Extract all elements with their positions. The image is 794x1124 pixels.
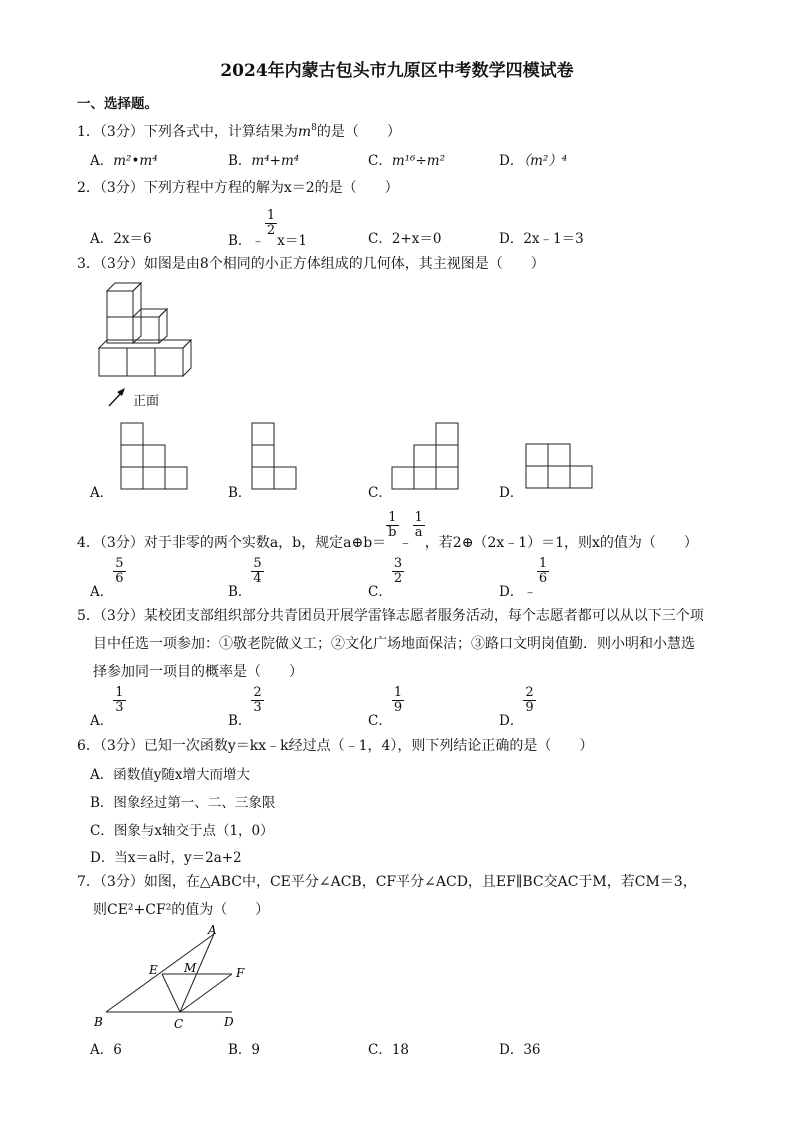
q6-option-c[interactable]: C．图象与x轴交于点（1，0） — [90, 823, 274, 839]
q6-option-d[interactable]: D．当x＝a时，y＝2a+2 — [90, 850, 242, 866]
q1-option-c[interactable]: C．m¹⁶÷m² — [368, 153, 445, 169]
q3-option-d[interactable]: D． — [499, 485, 524, 501]
q3-option-b[interactable]: B． — [228, 485, 252, 501]
page-title: 2024年内蒙古包头市九原区中考数学四模试卷 — [220, 61, 574, 81]
q3-view-b[interactable] — [252, 423, 298, 491]
question-4-stem: 4．（3分）对于非零的两个实数a，b，规定a⊕b＝ $\frac{1}{b}$ ﹣ $\frac{1}{a}$ ，若2⊕（2x﹣1）＝1，则x的值为（ ） — [77, 510, 698, 552]
label-m: M — [184, 961, 197, 975]
q7-option-a[interactable]: A．6 — [90, 1042, 122, 1058]
question-5-line-2: 目中任选一项参加：①敬老院做义工；②文化广场地面保洁；③路口文明岗值勤．则小明和小慧选 — [93, 636, 695, 652]
question-1-stem: 1．（3分）下列各式中，计算结果为$m^8$的是（ ） — [77, 123, 401, 140]
question-6-stem: 6．（3分）已知一次函数y＝kx﹣k经过点（﹣1，4），则下列结论正确的是（ ） — [77, 738, 594, 754]
q5-option-d[interactable]: D． $\frac{2}{9}$ — [499, 685, 534, 729]
q1-option-b[interactable]: B．m⁴+m⁴ — [228, 153, 300, 169]
q4-option-b[interactable]: B． $\frac{5}{4}$ — [228, 556, 262, 600]
q3-option-c[interactable]: C． — [368, 485, 392, 501]
label-c: C — [174, 1017, 184, 1031]
q7-option-b[interactable]: B．9 — [228, 1042, 261, 1058]
q3-view-c[interactable] — [392, 423, 460, 491]
q2-option-a[interactable]: A．2x＝6 — [90, 231, 152, 247]
question-3-stem: 3．（3分）如图是由8个相同的小正方体组成的几何体，其主视图是（ ） — [77, 256, 545, 272]
q4-option-d[interactable]: D．﹣ $\frac{1}{6}$ — [499, 556, 548, 600]
q7-triangle-figure — [92, 922, 252, 1032]
label-b: B — [94, 1015, 103, 1029]
q1-option-d[interactable]: D．（m²）⁴ — [499, 153, 568, 169]
section-heading: 一、选择题。 — [77, 96, 158, 112]
q6-option-b[interactable]: B．图象经过第一、二、三象限 — [90, 795, 276, 811]
question-2-stem: 2．（3分）下列方程中方程的解为x＝2的是（ ） — [77, 180, 399, 196]
q3-cube-figure — [95, 278, 205, 378]
q2-option-b[interactable]: B．﹣ $\frac{1}{2}$ x＝1 — [228, 208, 307, 249]
q3-view-d[interactable] — [526, 444, 594, 490]
label-a: A — [208, 923, 217, 937]
q6-option-a[interactable]: A．函数值y随x增大而增大 — [90, 767, 250, 783]
q4-option-c[interactable]: C． $\frac{3}{2}$ — [368, 556, 403, 600]
label-f: F — [236, 966, 245, 980]
question-7-line-1: 7．（3分）如图，在△ABC中，CE平分∠ACB，CF平分∠ACD，且EF∥BC交AC于M，若CM＝3， — [77, 874, 697, 890]
q4-option-a[interactable]: A． $\frac{5}{6}$ — [90, 556, 124, 600]
question-7-line-2: 则CE²+CF²的值为（ ） — [93, 902, 270, 918]
q3-view-a[interactable] — [121, 423, 189, 491]
q2-option-c[interactable]: C．2+x＝0 — [368, 231, 442, 247]
q7-option-d[interactable]: D．36 — [499, 1042, 541, 1058]
label-d: D — [224, 1015, 234, 1029]
front-arrow-icon — [106, 386, 128, 408]
q3-option-a[interactable]: A． — [90, 485, 114, 501]
label-e: E — [149, 963, 158, 977]
q5-option-c[interactable]: C． $\frac{1}{9}$ — [368, 685, 403, 729]
q2-option-d[interactable]: D．2x﹣1＝3 — [499, 231, 584, 247]
q5-option-b[interactable]: B． $\frac{2}{3}$ — [228, 685, 262, 729]
question-5-line-3: 择参加同一项目的概率是（ ） — [93, 664, 303, 680]
q7-option-c[interactable]: C．18 — [368, 1042, 410, 1058]
question-5-line-1: 5．（3分）某校团支部组织部分共青团员开展学雷锋志愿者服务活动，每个志愿者都可以从以下三个项 — [77, 608, 704, 624]
q1-option-a[interactable]: A．m²•m⁴ — [90, 153, 158, 169]
q5-option-a[interactable]: A． $\frac{1}{3}$ — [90, 685, 124, 729]
front-label: 正面 — [133, 394, 160, 409]
